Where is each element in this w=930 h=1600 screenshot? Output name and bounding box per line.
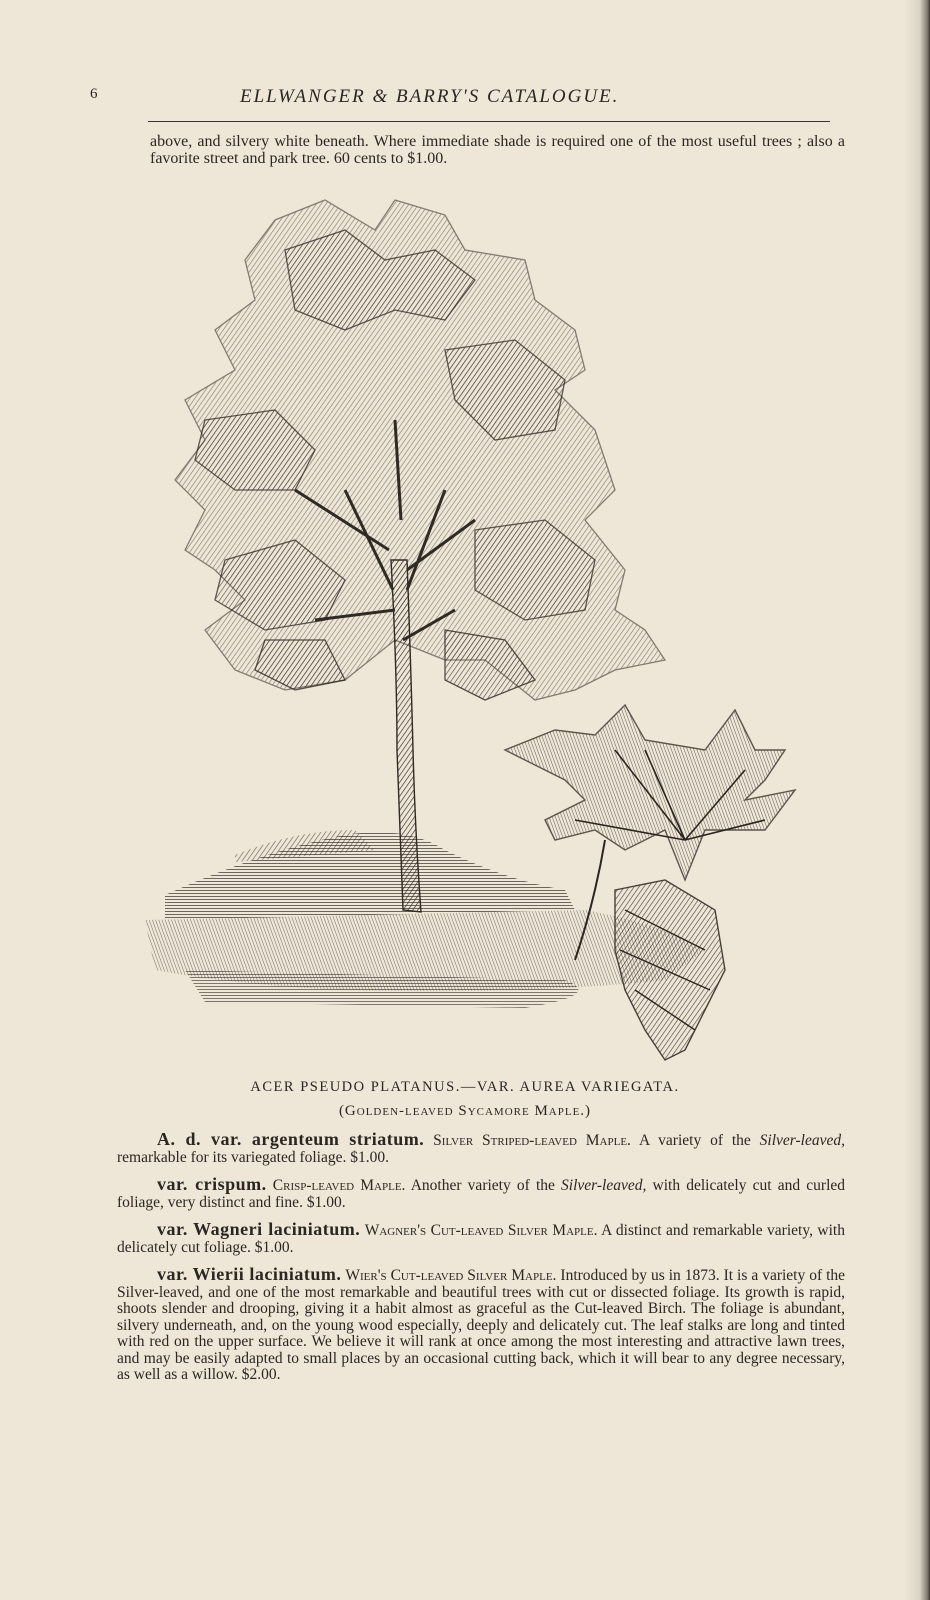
entry-common-name: Silver Striped-leaved Maple. xyxy=(433,1132,631,1149)
catalogue-entry xyxy=(117,1221,845,1256)
entry-common-name: Wier's Cut-leaved Silver Maple. xyxy=(345,1267,557,1284)
entry-italic: Silver-leaved, xyxy=(561,1177,647,1194)
entry-common-name: Crisp-leaved Maple. xyxy=(272,1177,406,1194)
page-header xyxy=(90,86,850,120)
entry-text: Another variety of the xyxy=(410,1177,562,1194)
intro-paragraph: above, and silvery white beneath. Where immediate shade is required one of the most useful trees ; also a favorite street and park tree. 60 cents to $1.00. xyxy=(150,133,845,167)
entry-text: A distinct and remarkable variety, with delicately cut foliage. $1.00. xyxy=(117,1222,845,1256)
page-edge-shadow xyxy=(904,0,930,1600)
entry-common-name: Wagner's Cut-leaved Silver Maple. xyxy=(364,1222,598,1239)
header-rule xyxy=(148,121,830,122)
running-title: ELLWANGER & BARRY'S CATALOGUE. xyxy=(240,86,620,107)
catalogue-entry xyxy=(117,1266,845,1384)
entry-italic: Silver-leaved, xyxy=(759,1132,845,1149)
entry-text: A variety of the xyxy=(638,1132,760,1149)
figure-caption-title: ACER PSEUDO PLATANUS.—VAR. AUREA VARIEGATA. xyxy=(250,1079,680,1095)
entry-name: var. Wagneri laciniatum. xyxy=(157,1219,361,1239)
tree-canopy xyxy=(175,200,665,700)
figure-caption-subtitle: (Golden-leaved Sycamore Maple.) xyxy=(338,1103,592,1119)
leaf-and-samara-cluster xyxy=(505,705,795,1060)
catalogue-entry xyxy=(117,1131,845,1166)
entry-text: Introduced by us in 1873. It is a variety of the Silver-leaved, and one of the most remarkable and beautiful trees with cut or dissected foliage. Its growth is rapid, shoots slender and drooping, giving it a habit almost as graceful as the Cut-leaved Birch. The foliage is abundant, silvery underneath, and, on the young wood especially, deeply and delicately cut. The leaf stalks are long and tinted with red on the upper surface. We believe it will rank at once among the most interesting and attractive lawn trees, and may be easily adapted to small places by an occasional cutting back, which it will bear to any degree necessary, as well as a willow. $2.00. xyxy=(117,1267,846,1383)
entry-text-after: remarkable for its variegated foliage. $1.00. xyxy=(117,1148,389,1166)
entry-name: var. Wierii laciniatum. xyxy=(157,1264,342,1284)
tree-illustration xyxy=(145,190,805,1070)
page-number: 6 xyxy=(90,86,98,102)
entry-name: A. d. var. argenteum striatum. xyxy=(157,1129,425,1149)
entry-text-after: with delicately cut and curled foliage, very distinct and fine. $1.00. xyxy=(117,1177,846,1211)
catalogue-entry xyxy=(117,1176,845,1211)
entry-name: var. crispum. xyxy=(157,1174,267,1194)
